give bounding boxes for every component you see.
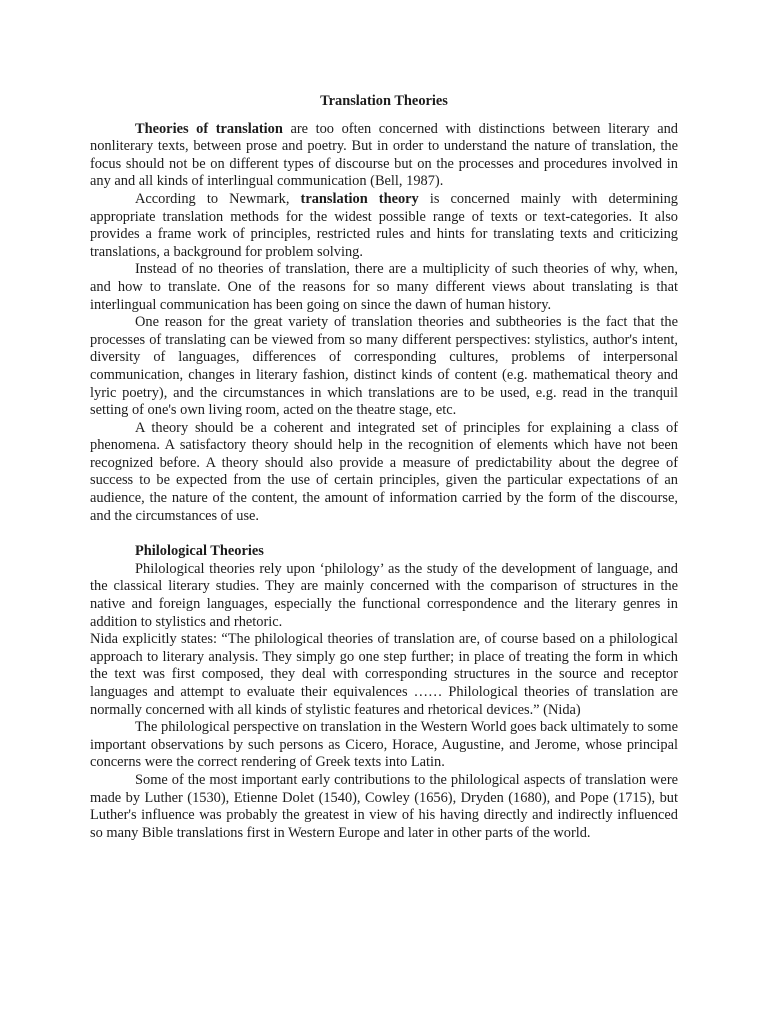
- bold-term-translation-theory: translation theory: [300, 190, 419, 207]
- paragraph-theory-definition: A theory should be a coherent and integrated set of principles for explaining a class of phenomena. A satisfactory theory should help in the recognition of elements which have not been recognized before. A theory should also provide a measure of predictability about the degree of success to be expected from the use of certain principles, given the particular expectations of an audience, the nature of the content, the amount of information carried by the form of the discourse, and the circumstances of use.: [90, 419, 678, 524]
- paragraph-text: is concerned mainly with determining appropriate translation methods for the widest possible range of texts or text-categories. It also provides a frame work of principles, restricted rules and hints for translating texts and criticizing translations, a background for problem solving.: [90, 190, 678, 260]
- document-body: [90, 93, 678, 842]
- paragraph-multiplicity: Instead of no theories of translation, there are a multiplicity of such theories of why, when, and how to translate. One of the reasons for so many different views about translating is that interlingual communication has been going on since the dawn of human history.: [90, 261, 678, 313]
- paragraph-newmark: [90, 191, 678, 261]
- document-title: Translation Theories: [320, 93, 448, 109]
- paragraph-early-contributions: Some of the most important early contributions to the philological aspects of translation were made by Luther (1530), Etienne Dolet (1540), Cowley (1656), Dryden (1680), and Pope (1715), but Luther's influence was probably the greatest in view of his having directly and indirectly influenced so many Bible translations first in Western Europe and later in other parts of the world.: [90, 771, 678, 841]
- paragraph-western-world: The philological perspective on translation in the Western World goes back ultimately to some important observations by such persons as Cicero, Horace, Augustine, and Jerome, whose principal concerns were the correct rendering of Greek texts into Latin.: [90, 719, 678, 771]
- paragraph-nida-quote: Nida explicitly states: “The philological theories of translation are, of course based on a philological approach to literary analysis. They simply go one step further; in place of treating the form in which the text was first composed, they deal with corresponding structures in the source and receptor languages and attempt to evaluate their equivalences …… Philological theories of translation are normally concerned with all kinds of stylistic features and rhetorical devices.” (Nida): [90, 631, 678, 718]
- paragraph-philology: Philological theories rely upon ‘philology’ as the study of the development of language, and the classical literary studies. They are mainly concerned with the comparison of structures in the native and foreign languages, especially the functional correspondence and the literary genres in addition to stylistics and rhetoric.: [90, 560, 678, 630]
- paragraph-theories-of-translation: [90, 121, 678, 191]
- paragraph-text: According to Newmark,: [135, 190, 301, 207]
- paragraph-text: are too often concerned with distinctions between literary and nonliterary texts, between prose and poetry. But in order to understand the nature of translation, the focus should not be on different types of discourse but on the processes and procedures involved in any and all kinds of interlingual communication (Bell, 1987).: [90, 120, 678, 190]
- section-heading-philological: Philological Theories: [135, 543, 264, 560]
- paragraph-variety: One reason for the great variety of translation theories and subtheories is the fact that the processes of translating can be viewed from so many different perspectives: stylistics, author's intent, diversity of languages, differences of corresponding cultures, problems of interpersonal communication, changes in literary fashion, distinct kinds of content (e.g. mathematical theory and lyric poetry), and the circumstances in which translations are to be used, e.g. read in the tranquil setting of one's own living room, acted on the theatre stage, etc.: [90, 314, 678, 419]
- bold-term-theories-of-translation: Theories of translation: [135, 120, 283, 137]
